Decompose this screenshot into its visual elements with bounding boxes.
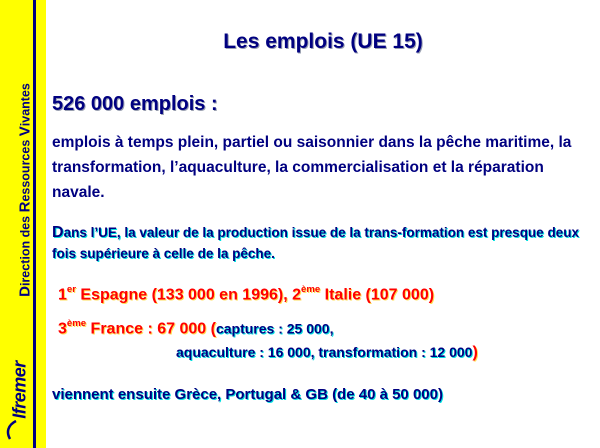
logo-swoosh-icon	[4, 420, 18, 440]
description: emplois à temps plein, partiel ou saisonnier dans la pêche maritime, la transformation, l’aquaculture, la commercialisation et la réparation navale.	[52, 134, 572, 201]
stat-text: Italie (107 000)	[320, 286, 435, 304]
headline: 526 000 emplois :	[52, 93, 218, 115]
stat-rank: 1	[58, 286, 67, 304]
sidebar-title-cap: R	[16, 201, 34, 213]
stat-text: France : 67 000 (	[86, 320, 216, 338]
stat-spain-italy	[58, 284, 434, 305]
stat-close-paren: )	[472, 344, 478, 361]
sidebar-title-part: essources	[18, 136, 33, 202]
stat-rank-suffix: er	[66, 284, 76, 295]
sidebar-title	[17, 83, 34, 297]
note-text: ans l’UE, la valeur de la production issue de la trans-formation est presque deux fois supérieure à celle de la pêche.	[52, 225, 579, 261]
slide-title: Les emplois (UE 15)	[223, 30, 423, 53]
sidebar-title-cap: D	[16, 286, 34, 297]
note	[52, 222, 597, 264]
stat-france	[58, 318, 333, 339]
note-cap: D	[52, 224, 64, 241]
stat-aquaculture: aquaculture : 16 000, transformation : 12 000	[176, 344, 473, 360]
ifremer-logo: Ifremer	[9, 361, 30, 419]
stat-rank: 3	[58, 320, 67, 338]
sidebar-title-part: irection des	[18, 212, 33, 287]
stat-france-detail	[176, 344, 478, 362]
sidebar-title-cap: V	[16, 126, 34, 137]
stat-rank-suffix: ème	[66, 318, 87, 329]
sidebar-title-part: ivantes	[18, 83, 33, 127]
stat-captures: captures : 25 000,	[215, 320, 334, 337]
stat-rank-suffix: ème	[301, 284, 321, 295]
stat-text: Espagne (133 000 en 1996), 2	[75, 286, 301, 304]
final-line: viennent ensuite Grèce, Portugal & GB (de 40 à 50 000)	[52, 386, 443, 403]
